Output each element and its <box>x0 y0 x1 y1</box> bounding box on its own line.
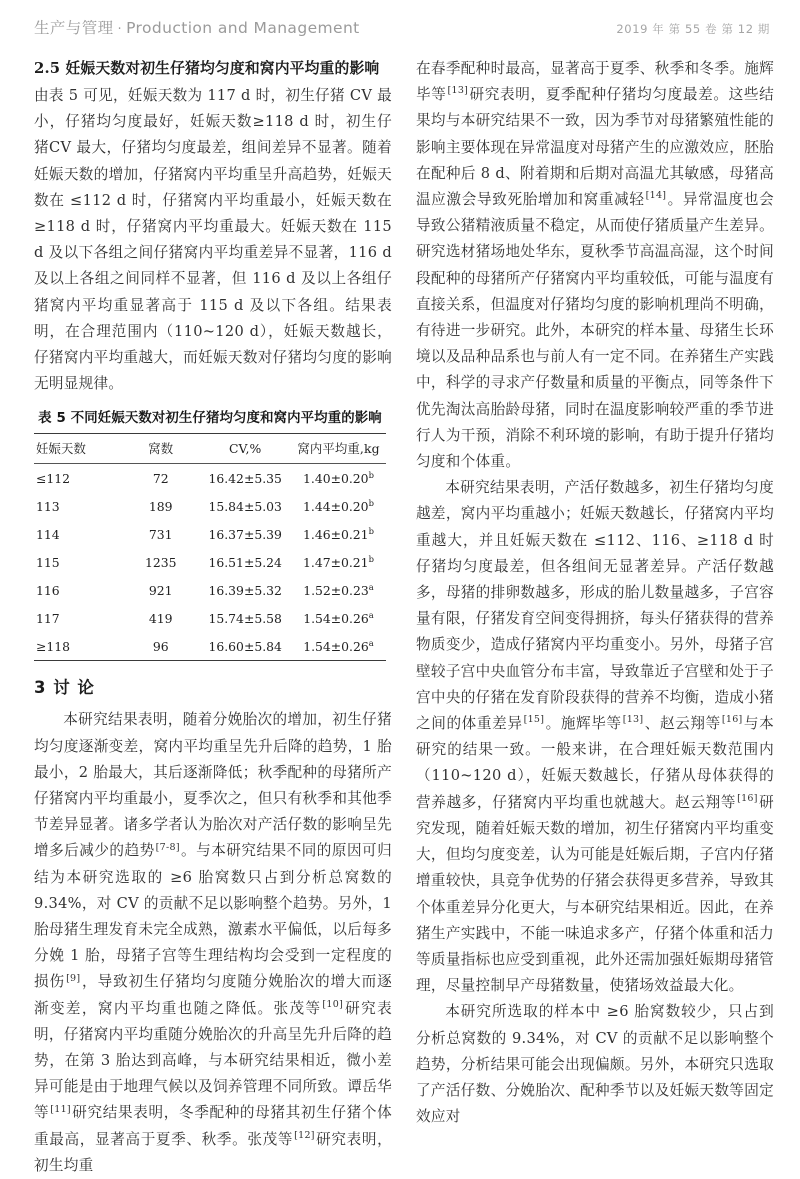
paragraph-text: 本研究所选取的样本中 ≥6 胎窝数较少，只占到分析总窝数的 9.34%，对 CV 的贡献不足以影响整个趋势，分析结果可能会出现偏颇。另外，本研究只选取了产活仔数、分娩胎次、配种季节以及妊娠天数等固定效应对 <box>416 1003 774 1126</box>
paragraph-discussion-season <box>416 56 774 475</box>
cell-cv: 15.84±5.03 <box>208 498 282 514</box>
cell-litter-count: 419 <box>148 610 173 626</box>
reference-marker-11: [11] <box>50 1103 71 1115</box>
cell-mean-weight: 1.40±0.20$^b$ <box>303 469 374 486</box>
cell-cv: 15.74±5.58 <box>208 610 282 626</box>
cell-mean-weight: 1.46±0.21$^b$ <box>303 525 374 542</box>
significance-superscript: b <box>368 469 374 480</box>
significance-superscript: b <box>368 525 374 536</box>
significance-superscript: a <box>368 609 374 620</box>
paragraph-text-e: 研究发现，随着妊娠天数的增加，初生仔猪窝内平均重变大，但均匀度变差，认为可能是妊娠后期，子宫内仔猪增重较快，具竞争优势的仔猪会获得更多营养，导致其个体重差异分化更大，与本研究结果相近。因此，在养猪生产实践中，不能一味追求多产，仔猪个体重和活力等质量指标也应受到重视，此外还需加强妊娠期母猪管理，尽量控制早产母猪数量，使猪场效益最大化。 <box>416 793 774 995</box>
left-column <box>34 56 392 1174</box>
table-5-block <box>34 407 386 661</box>
cell-gestation-days: 116 <box>36 582 60 598</box>
reference-marker-14: [14] <box>645 190 667 202</box>
paragraph-text-a: 在春季配种时最高，显著高于夏季、秋季和冬季。施辉毕等 <box>416 60 774 104</box>
paragraph-text-b: 。与本研究结果不同的原因可归结为本研究选取的 ≥6 胎窝数只占到分析总窝数的 9.34%，对 CV 的贡献不足以影响整个趋势。另外，1 胎母猪生理发育未完全成熟，激素水平偏低，以后每多分娩 1 胎，母猪子宫等生理结构均会受到一定程度的损伤 <box>34 842 392 991</box>
paragraph-discussion-litter-size <box>416 475 774 999</box>
cell-litter-count: 1235 <box>144 554 177 570</box>
paragraph-text-c: 、赵云翔等 <box>644 715 721 733</box>
table-header-days: 妊娠天数 <box>36 441 87 457</box>
paragraph-text-c: 。异常温度也会导致公猪精液质量不稳定，从而使仔猪质量产生差异。研究选材猪场地处华东，夏秋季节高温高湿，这个时间段配种的母猪所产仔猪窝内平均重较低，可能与温度有直接关系，但温度对仔猪均匀度的影响机理尚不明确，有待进一步研究。此外，本研究的样本量、母猪生长环境以及品种品系也与前人有一定不同。在养猪生产实践中，科学的寻求产仔数量和质量的平衡点，同等条件下优先淘汰高胎龄母猪，同时在温度影响较严重的季节进行人为干预，消除不利环境的影响，有助于提升仔猪均匀度和个体重。 <box>416 191 774 471</box>
table-row <box>34 492 386 520</box>
table-header-litters: 窝数 <box>148 441 174 457</box>
table-header-row <box>34 434 386 464</box>
cell-gestation-days: ≥118 <box>36 638 71 654</box>
cell-gestation-days: 113 <box>36 498 60 514</box>
table-row <box>34 632 386 661</box>
reference-marker-16b: [16] <box>737 792 758 804</box>
paragraph-text-b: 研究表明，夏季配种仔猪均匀度最差。这些结果均与本研究结果不一致，因为季节对母猪繁殖性能的影响主要体现在异常温度对母猪产生的应激效应，胚胎在配种后 8 d、附着期和后期对高温尤其敏感，母猪高温应激会导致死胎增加和窝重减轻 <box>416 86 774 209</box>
cell-gestation-days: 117 <box>36 610 60 626</box>
table-header-cv: CV,% <box>228 440 262 456</box>
reference-marker-12: [12] <box>294 1129 315 1141</box>
reference-marker-13b: [13] <box>622 714 644 726</box>
cell-cv: 16.39±5.32 <box>208 582 282 598</box>
cell-mean-weight: 1.54±0.26$^a$ <box>303 609 374 626</box>
significance-superscript: b <box>368 497 374 508</box>
cell-cv: 16.42±5.35 <box>208 470 282 486</box>
cell-litter-count: 72 <box>152 470 169 486</box>
reference-marker-16: [16] <box>721 714 743 726</box>
reference-marker-15: [15] <box>523 714 545 726</box>
paragraph-text-a: 本研究结果表明，产活仔数越多，初生仔猪均匀度越差，窝内平均重越小；妊娠天数越长，仔猪窝内平均重越大，并且妊娠天数在 ≤112、116、≥118 d 时仔猪均匀度最差，但各组间无显著差异。产活仔数越多，母猪的排卵数越多，形成的胎儿数量越多，子宫容量有限，仔猪发育空间变得拥挤，每头仔猪获得的营养物质变少，造成仔猪窝内平均重变小。另外，母猪子宫壁较子宫中央血管分布丰富，导致靠近子宫壁和处于子宫中央的仔猪在发育阶段获得的营养不均衡，造成小猪之间的体重差异 <box>416 479 774 733</box>
table-5-body <box>34 464 386 661</box>
paragraph-text-e: 研究结果表明，冬季配种的母猪其初生仔猪个体重最高，显著高于夏季、秋季。张茂等 <box>34 1104 392 1148</box>
paragraph-text-f: 研究表明，初生均重 <box>34 1130 392 1174</box>
cell-cv: 16.37±5.39 <box>208 526 282 542</box>
table-row <box>34 548 386 576</box>
reference-marker-9: [9] <box>66 972 81 984</box>
table-row <box>34 576 386 604</box>
significance-superscript: b <box>368 553 374 564</box>
running-head <box>34 16 770 42</box>
paragraph-text: 由表 5 可见，妊娠天数为 117 d 时，初生仔猪 CV 最小，仔猪均匀度最好，妊娠天数≥118 d 时，初生仔猪CV 最大，仔猪均匀度最差，组间差异不显著。随着妊娠天数的增加，仔猪窝内平均重呈升高趋势，妊娠天数在 ≤112 d 时，仔猪窝内平均重最小，妊娠天数在 ≥118 d 时，仔猪窝内平均重最大。妊娠天数在 115 d 及以下各组之间仔猪窝内平均重差异不显著，116 d 及以上各组之间同样不显著，但 116 d 及以上各组仔猪窝内平均重显著高于 115 d 及以下各组。结果表明，在合理范围内（110~120 d），妊娠天数越长，仔猪窝内平均重越大，而妊娠天数对仔猪均匀度的影响无明显规律。 <box>34 87 392 393</box>
paragraph-text-d: 研究表明，仔猪窝内平均重随分娩胎次的升高呈先升后降的趋势，在第 3 胎达到高峰，与本研究结果相近，微小差异可能是由于地理气候以及饲养管理不同所致。谭岳华等 <box>34 999 392 1122</box>
table-5-head <box>34 434 386 464</box>
significance-superscript: a <box>368 581 374 592</box>
paragraph-text-c: ，导致初生仔猪均匀度随分娩胎次的增大而逐渐变差，窝内平均重也随之降低。张茂等 <box>34 973 392 1017</box>
reference-marker-10: [10] <box>322 998 344 1010</box>
paragraph-discussion-1 <box>34 707 392 1179</box>
cell-mean-weight: 1.52±0.23$^a$ <box>303 581 374 598</box>
running-head-section-cn: 生产与管理 <box>34 19 114 37</box>
paragraph-discussion-limitations <box>416 999 774 1130</box>
cell-litter-count: 921 <box>148 582 173 598</box>
subsection-heading-2-5: 2.5 妊娠天数对初生仔猪均匀度和窝内平均重的影响 <box>34 60 380 77</box>
table-5 <box>34 433 386 661</box>
body-columns <box>34 56 774 1174</box>
running-head-left <box>34 16 360 38</box>
running-head-issue: 2019 年 第 55 卷 第 12 期 <box>616 22 770 36</box>
table-5-caption: 表 5 不同妊娠天数对初生仔猪均匀度和窝内平均重的影响 <box>38 411 382 427</box>
table-row <box>34 520 386 548</box>
cell-litter-count: 189 <box>148 498 173 514</box>
cell-gestation-days: ≤112 <box>36 470 71 486</box>
section-heading-3: 3 讨 论 <box>34 678 95 698</box>
significance-superscript: a <box>368 637 374 648</box>
cell-litter-count: 96 <box>152 638 169 654</box>
cell-mean-weight: 1.44±0.20$^b$ <box>303 497 374 514</box>
reference-marker-13: [13] <box>447 85 469 97</box>
running-head-section-en: Production and Management <box>126 19 360 37</box>
running-head-separator: · <box>117 22 123 37</box>
cell-gestation-days: 114 <box>36 526 60 542</box>
paragraph-text-d: 与本研究的结果一致。一般来讲，在合理妊娠天数范围内（110~120 d），妊娠天数越长，仔猪从母体获得的营养越多，仔猪窝内平均重也就越大。赵云翔等 <box>416 715 774 811</box>
cell-cv: 16.51±5.24 <box>208 554 282 570</box>
right-column <box>416 56 774 1126</box>
table-row <box>34 604 386 632</box>
reference-marker-7-8: [7-8] <box>155 841 180 853</box>
cell-litter-count: 731 <box>148 526 173 542</box>
table-row <box>34 464 386 493</box>
cell-cv: 16.60±5.84 <box>208 638 282 654</box>
cell-mean-weight: 1.54±0.26$^a$ <box>303 637 374 654</box>
paragraph-text-b: 。施辉毕等 <box>545 715 622 733</box>
cell-gestation-days: 115 <box>36 554 60 570</box>
table-header-weight: 窝内平均重,kg <box>297 441 380 457</box>
paragraph-gestation-results <box>34 83 392 397</box>
cell-mean-weight: 1.47±0.21$^b$ <box>303 553 374 570</box>
paragraph-text-a: 本研究结果表明，随着分娩胎次的增加，初生仔猪均匀度逐渐变差，窝内平均重呈先升后降的趋势，1 胎最小，2 胎最大，其后逐渐降低；秋季配种的母猪所产仔猪窝内平均重最小，夏季次之，但只有秋季和其他季节差异显著。诸多学者认为胎次对产活仔数的影响呈先增多后减少的趋势 <box>34 711 392 860</box>
